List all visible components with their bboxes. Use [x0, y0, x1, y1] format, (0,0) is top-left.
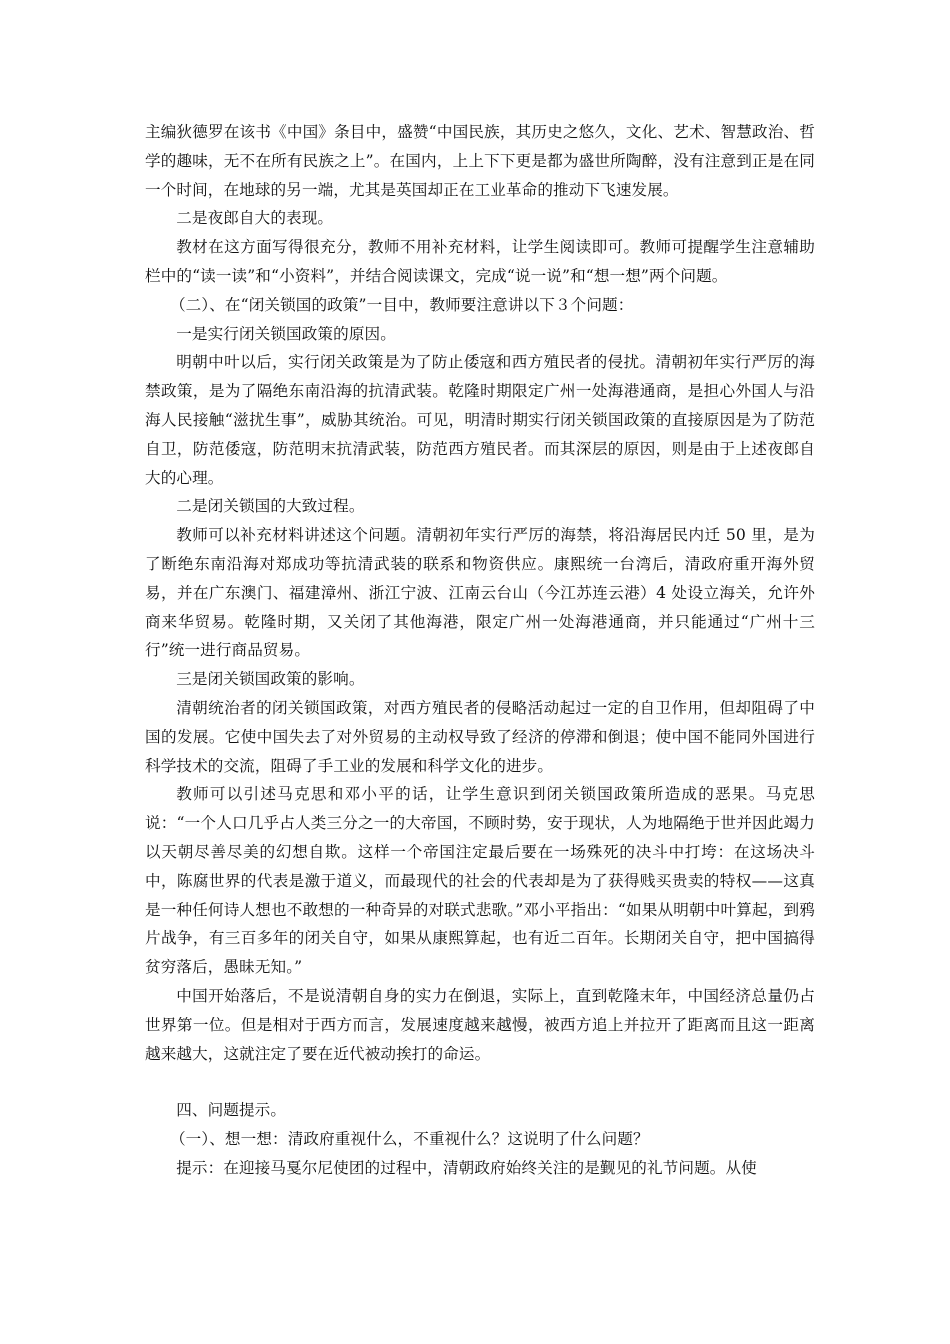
- heading-section-four: 四、问题提示。: [176, 1101, 287, 1120]
- paragraph-textbook-guidance: 教材在这方面写得很充分，教师不用补充材料，让学生阅读即可。教师可提醒学生注意辅助栏中的“读一读”和“小资料”，并结合阅读课文，完成“说一说”和“想一想”两个问题。: [145, 238, 815, 285]
- paragraph-hint: 提示：在迎接马戛尔尼使团的过程中，清朝政府始终关注的是觐见的礼节问题。从使: [176, 1158, 757, 1177]
- document-body: [145, 118, 815, 1183]
- heading-point-two-process: 二是闭关锁国的大致过程。: [176, 497, 365, 516]
- heading-point-three-impact: 三是闭关锁国政策的影响。: [176, 670, 365, 689]
- heading-point-two-arrogance: 二是夜郎自大的表现。: [176, 209, 334, 228]
- heading-section-two: （二）、在“闭关锁国的政策”一目中，教师要注意讲以下３个问题：: [169, 295, 634, 314]
- paragraph-impact: 清朝统治者的闭关锁国政策，对西方殖民者的侵略活动起过一定的自卫作用，但却阻碍了中国的发展。它使中国失去了对外贸易的主动权导致了经济的停滞和倒退；使中国不能同外国进行科学技术的交流，阻碍了手工业的发展和科学文化的进步。: [145, 698, 815, 775]
- heading-point-one-reasons: 一是实行闭关锁国政策的原因。: [176, 324, 396, 343]
- paragraph-reasons: 明朝中叶以后，实行闭关政策是为了防止倭寇和西方殖民者的侵扰。清朝初年实行严厉的海禁政策，是为了隔绝东南沿海的抗清武装。乾隆时期限定广州一处海港通商，是担心外国人与沿海人民接触“滋扰生事”，威胁其统治。可见，明清时期实行闭关锁国政策的直接原因是为了防范自卫，防范倭寇，防范明末抗清武装，防范西方殖民者。而其深层的原因，则是由于上述夜郎自大的心理。: [145, 353, 815, 487]
- paragraph-falling-behind: 中国开始落后，不是说清朝自身的实力在倒退，实际上，直到乾隆末年，中国经济总量仍占世界第一位。但是相对于西方而言，发展速度越来越慢，被西方追上并拉开了距离而且这一距离越来越大，这就注定了要在近代被动挨打的命运。: [145, 986, 815, 1063]
- section-gap: [145, 1068, 815, 1096]
- paragraph-marx-deng-quotes: 教师可以引述马克思和邓小平的话，让学生意识到闭关锁国政策所造成的恶果。马克思说：“一个人口几乎占人类三分之一的大帝国，不顾时势，安于现状，人为地隔绝于世并因此竭力以天朝尽善尽美的幻想自欺。这样一个帝国注定最后要在一场殊死的决斗中打垮：在这场决斗中，陈腐世界的代表是激于道义，而最现代的社会的代表却是为了获得贱买贵卖的特权——这真是一种任何诗人想也不敢想的一种奇异的对联式悲歌。”邓小平指出：“如果从明朝中叶算起，到鸦片战争，有三百多年的闭关自守，如果从康熙算起，也有近二百年。长期闭关自守，把中国搞得贫穷落后，愚昧无知。”: [145, 785, 815, 977]
- paragraph-diderot-quote: 主编狄德罗在该书《中国》条目中，盛赞“中国民族，其历史之悠久，文化、艺术、智慧政治、哲学的趣味，无不在所有民族之上”。在国内，上上下下更是都为盛世所陶醉，没有注意到正是在同一个时间，在地球的另一端，尤其是英国却正在工业革命的推动下飞速发展。: [145, 123, 815, 199]
- paragraph-process: 教师可以补充材料讲述这个问题。清朝初年实行严厉的海禁，将沿海居民内迁 50 里，是为了断绝东南沿海对郑成功等抗清武装的联系和物资供应。康熙统一台湾后，清政府重开海外贸易，并在广东澳门、福建漳州、浙江宁波、江南云台山（今江苏连云港）4 处设立海关，允许外商来华贸易。乾隆时期，又关闭了其他海港，限定广州一处海港通商，并只能通过“广州十三行”统一进行商品贸易。: [145, 526, 815, 660]
- heading-question-one: （一）、想一想：清政府重视什么，不重视什么？这说明了什么问题？: [169, 1130, 649, 1149]
